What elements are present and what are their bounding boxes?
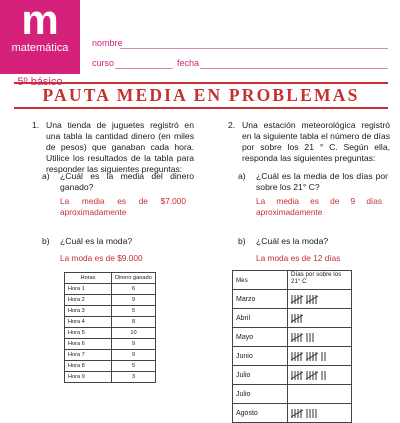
money-table-hour-cell: Hora 7: [65, 350, 112, 361]
weather-table-month-cell: Mayo: [233, 328, 288, 347]
weather-table-row: [233, 347, 352, 366]
money-table-value-cell: 3: [112, 372, 156, 383]
weather-table-row: [233, 309, 352, 328]
money-table-header-money: Dinero ganado: [112, 273, 156, 284]
problem-1a: [42, 171, 194, 193]
weather-table-month-cell: Abril: [233, 309, 288, 328]
problem-1b-label: b): [42, 236, 50, 246]
title-rule-bottom: [14, 107, 388, 109]
money-table-header-row: [65, 273, 156, 284]
weather-table-row: [233, 404, 352, 423]
logo-word: matemática: [11, 42, 69, 54]
date-field-line[interactable]: [200, 68, 388, 69]
problem-2-text: Una estación meteorológica registró en la siguiente tabla el número de días por sobre los 21 ° C. Según ella, responda las siguientes preguntas:: [242, 120, 390, 163]
name-field-line[interactable]: [120, 48, 388, 49]
money-table-value-cell: 9: [112, 295, 156, 306]
problem-1b-answer: La moda es de $9.000: [60, 253, 143, 263]
money-table-value-cell: 9: [112, 350, 156, 361]
money-table-value-cell: 9: [112, 339, 156, 350]
weather-table-row: [233, 290, 352, 309]
weather-table: [232, 270, 352, 423]
problem-2b-question: ¿Cuál es la moda?: [256, 236, 329, 246]
tally-group: [291, 294, 323, 305]
money-table-row: [65, 350, 156, 361]
money-table-value-cell: 5: [112, 306, 156, 317]
money-table-hour-cell: Hora 9: [65, 372, 112, 383]
problem-1-text: Una tienda de juguetes registró en una tabla la cantidad dinero (en miles de pesos) que ganaban cada hora. Utilice los resultados de la tabla para responder las siguientes preguntas:: [46, 120, 194, 174]
name-field-label: nombre: [92, 38, 123, 48]
logo-letter: m: [21, 0, 59, 43]
money-table-value-cell: 8: [112, 317, 156, 328]
weather-table-month-cell: Marzo: [233, 290, 288, 309]
tally-marks: [291, 313, 308, 324]
weather-table-month-cell: Julio: [233, 385, 288, 404]
money-table-header-hours: Horas: [65, 273, 112, 284]
weather-table-month-cell: Agosto: [233, 404, 288, 423]
weather-table-tally-cell: [288, 385, 352, 404]
problem-1a-question: ¿Cuál es la media del dinero ganado?: [60, 171, 194, 192]
problem-1a-label: a): [42, 171, 50, 181]
money-table-body: [65, 284, 156, 383]
problem-1a-answer: La media es de $7.000 aproximadamente: [60, 196, 186, 217]
problem-1-number: 1.: [32, 120, 40, 130]
money-table-hour-cell: Hora 3: [65, 306, 112, 317]
problem-2a-label: a): [238, 171, 246, 181]
problem-2b-label: b): [238, 236, 246, 246]
money-table-hour-cell: Hora 8: [65, 361, 112, 372]
weather-table-tally-cell: [288, 328, 352, 347]
weather-table-row: [233, 328, 352, 347]
money-table-row: [65, 306, 156, 317]
money-table-row: [65, 295, 156, 306]
tally-marks: [291, 332, 317, 343]
money-table-value-cell: 10: [112, 328, 156, 339]
weather-table-month-cell: Julio: [233, 366, 288, 385]
course-field-label: curso: [92, 58, 115, 68]
money-table-row: [65, 339, 156, 350]
problem-2a-question: ¿Cuál es la media de los días por sobre los 21° C?: [256, 171, 388, 192]
tally-group: [291, 313, 308, 324]
tally-marks: [291, 408, 320, 419]
weather-table-tally-cell: [288, 347, 352, 366]
title-rule-top: [14, 82, 388, 84]
money-table-hour-cell: Hora 4: [65, 317, 112, 328]
weather-table-tally-cell: [288, 366, 352, 385]
course-field-line[interactable]: [115, 68, 173, 69]
money-table-row: [65, 372, 156, 383]
problem-2-number: 2.: [228, 120, 236, 130]
money-table-value-cell: 6: [112, 284, 156, 295]
weather-table-row: [233, 385, 352, 404]
money-table: [64, 272, 156, 383]
weather-table-body: [233, 290, 352, 423]
tally-group: [291, 351, 329, 362]
money-table-hour-cell: Hora 2: [65, 295, 112, 306]
weather-table-tally-cell: [288, 404, 352, 423]
weather-table-header-month: Mes: [233, 271, 288, 290]
problem-1b-question: ¿Cuál es la moda?: [60, 236, 133, 246]
money-table-value-cell: 5: [112, 361, 156, 372]
problem-1: [32, 120, 194, 175]
tally-marks: [291, 294, 323, 305]
money-table-row: [65, 284, 156, 295]
money-table-hour-cell: Hora 6: [65, 339, 112, 350]
tally-group: [291, 332, 317, 343]
tally-marks: [291, 351, 329, 362]
tally-group: [291, 408, 320, 419]
problem-1b: [42, 236, 194, 247]
tally-marks: [291, 370, 329, 381]
logo: [0, 0, 80, 74]
problem-2a: [238, 171, 388, 193]
weather-table-month-cell: Junio: [233, 347, 288, 366]
grade-label: 5º básico: [17, 76, 63, 88]
weather-table-tally-cell: [288, 290, 352, 309]
tally-group: [291, 370, 329, 381]
money-table-row: [65, 317, 156, 328]
money-table-hour-cell: Hora 1: [65, 284, 112, 295]
problem-2b-answer: La moda es de 12 días: [256, 253, 341, 263]
problem-2a-answer: La media es de 9 días aproximadamente: [256, 196, 382, 217]
weather-table-header-row: [233, 271, 352, 290]
date-field-label: fecha: [177, 58, 200, 68]
money-table-hour-cell: Hora 5: [65, 328, 112, 339]
weather-table-row: [233, 366, 352, 385]
page-title: PAUTA MEDIA EN PROBLEMAS: [42, 85, 360, 105]
money-table-row: [65, 328, 156, 339]
money-table-row: [65, 361, 156, 372]
problem-2: [228, 120, 390, 164]
weather-table-tally-cell: [288, 309, 352, 328]
problem-2b: [238, 236, 388, 247]
weather-table-header-days: Días por sobre los 21° C: [288, 271, 352, 290]
